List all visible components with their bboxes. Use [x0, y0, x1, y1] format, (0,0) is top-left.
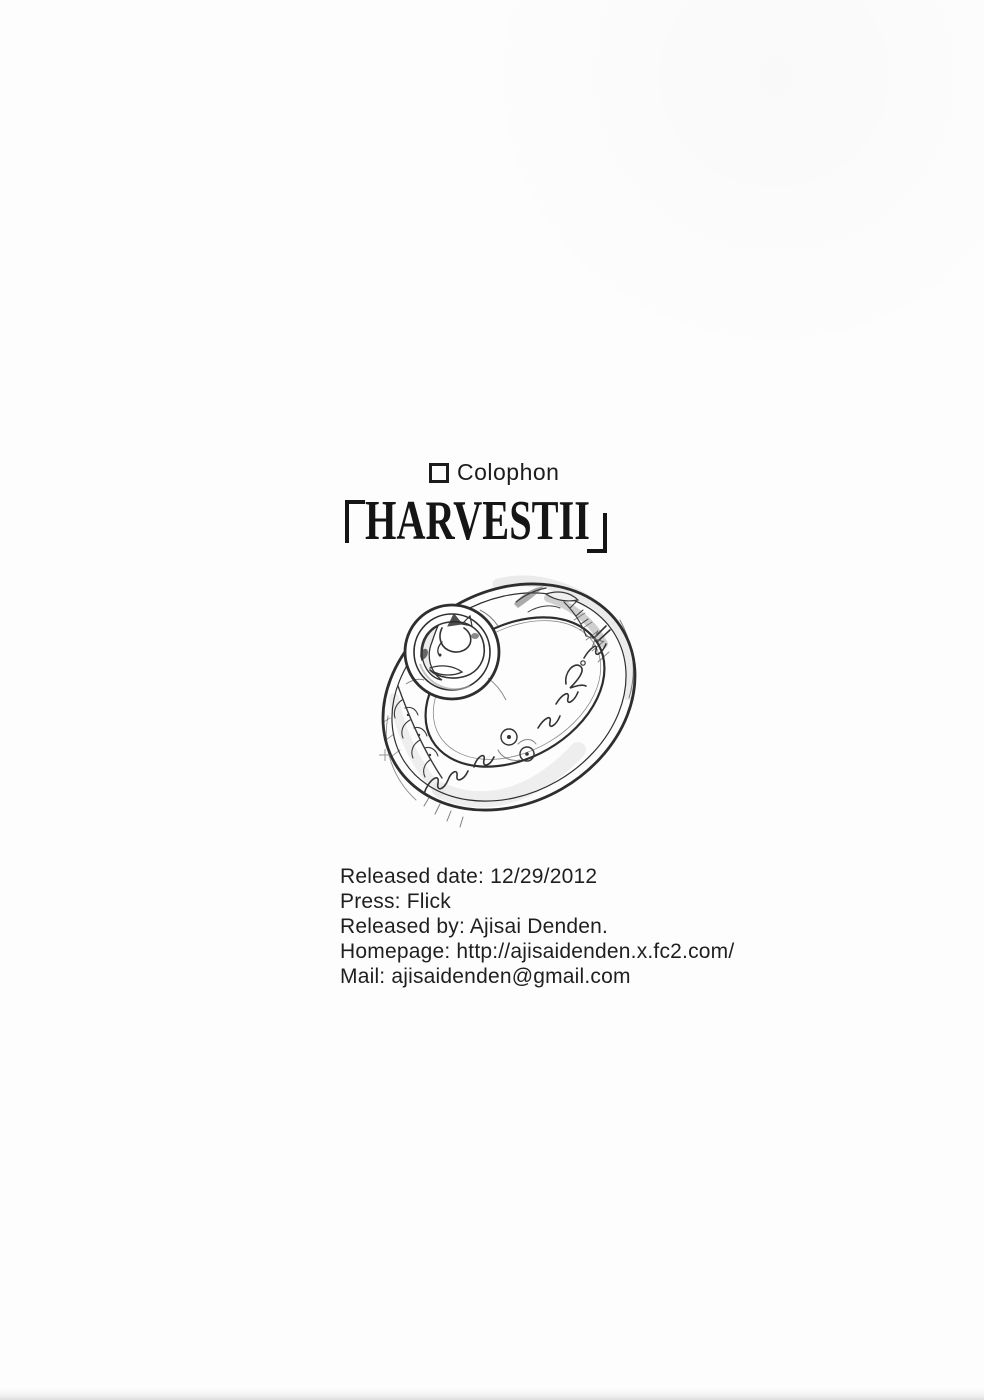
square-outline-icon: [429, 463, 449, 483]
mail-line: Mail: ajisaidenden@gmail.com: [340, 965, 631, 988]
ring-bezel: [405, 605, 506, 700]
released-by-line: Released by: Ajisai Denden.: [340, 915, 609, 938]
release-info: [340, 864, 734, 989]
bracket-close-glyph: [587, 513, 607, 553]
book-title: [340, 490, 630, 558]
release-date-line: Released date: 12/29/2012: [340, 865, 598, 888]
homepage-line: Homepage: http://ajisaidenden.x.fc2.com/: [340, 940, 735, 963]
page-bottom-scan-edge: [0, 1388, 984, 1400]
scan-paper-tint: [460, 0, 984, 380]
ring-illustration: [378, 568, 653, 833]
press-line: Press: Flick: [340, 890, 451, 913]
bracket-open-glyph: [345, 500, 365, 543]
colophon-section-header: [429, 459, 559, 485]
colophon-section-label: Colophon: [457, 459, 560, 485]
book-title-text: HARVESTII: [365, 490, 590, 552]
